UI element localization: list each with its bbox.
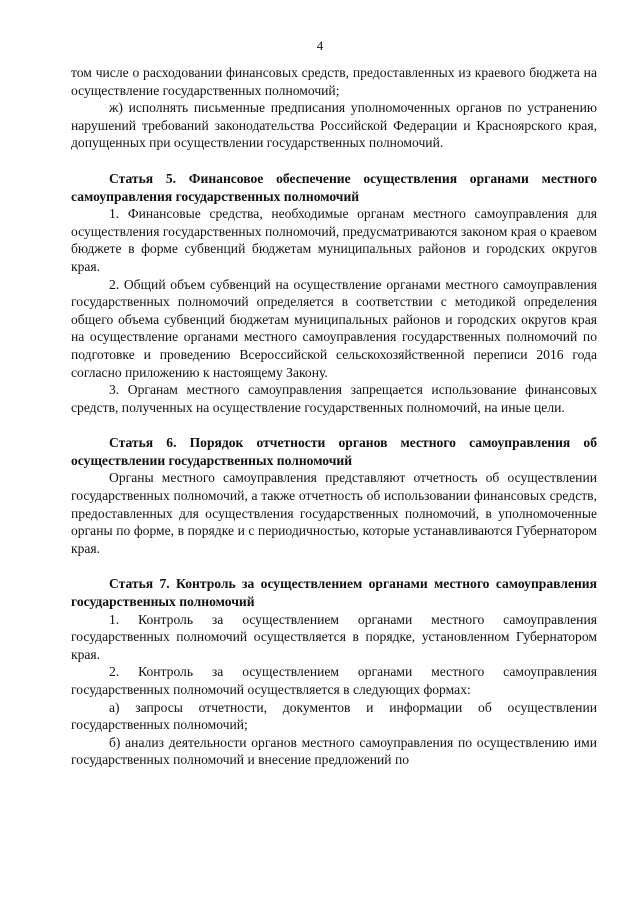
article-7-heading: Статья 7. Контроль за осуществлением органами местного самоуправления государственных полномочий [71, 576, 597, 610]
article-5 [71, 170, 597, 416]
article-5-paragraph-3: 3. Органам местного самоуправления запрещается использование финансовых средств, полученных на осуществление государственных полномочий, на иные цели. [71, 382, 597, 415]
document-body [71, 64, 597, 769]
article-7-item-a: а) запросы отчетности, документов и информации об осуществлении государственных полномочий; [71, 699, 597, 733]
article-6-paragraph-1: Органы местного самоуправления представляют отчетность об осуществлении государственных полномочий, а также отчетность об использовании финансовых средств, предоставленных для осуществления государственных полномочий, в уполномоченные органы по форме, в порядке и с периодичностью, которые устанавливаются Губернатором края. [71, 470, 597, 556]
article-7 [71, 575, 597, 769]
article-6 [71, 434, 597, 557]
spacer [71, 557, 597, 575]
article-5-paragraph-1: 1. Финансовые средства, необходимые органам местного самоуправления для осуществления государственных полномочий, предусматриваются законом края о краевом бюджете в форме субвенций бюджетам муниципальных районов и городских округов края. [71, 206, 597, 274]
article-7-paragraph-1: 1. Контроль за осуществлением органами местного самоуправления государственных полномочий осуществляется в порядке, установленном Губернатором края. [71, 611, 597, 662]
article-7-paragraph-2: 2. Контроль за осуществлением органами местного самоуправления государственных полномочий осуществляется в следующих формах: [71, 664, 597, 697]
page-number: 4 [316, 38, 324, 53]
spacer [71, 416, 597, 434]
article-7-item-b: б) анализ деятельности органов местного самоуправления по осуществлению ими государственных полномочий и внесение предложений по [71, 734, 597, 768]
paragraph-item-zh: ж) исполнять письменные предписания уполномоченных органов по устранению нарушений требований законодательства Российской Федерации и Красноярского края, допущенных при осуществлении государственных полномочий. [71, 100, 597, 151]
article-5-paragraph-2: 2. Общий объем субвенций на осуществление органами местного самоуправления государственных полномочий определяется в соответствии с методикой определения общего объема субвенций бюджетам муниципальных районов и городских округов края на осуществление органами местного самоуправления государственных полномочий по подготовке и проведению Всероссийской сельскохозяйственной переписи 2016 года согласно приложению к настоящему Закону. [71, 276, 597, 380]
paragraph-continuation: том числе о расходовании финансовых средств, предоставленных из краевого бюджета на осуществление государственных полномочий; [71, 65, 597, 98]
article-5-heading: Статья 5. Финансовое обеспечение осуществления органами местного самоуправления государственных полномочий [71, 170, 597, 204]
article-6-heading: Статья 6. Порядок отчетности органов местного самоуправления об осуществлении государственных полномочий [71, 435, 597, 468]
spacer [71, 152, 597, 170]
